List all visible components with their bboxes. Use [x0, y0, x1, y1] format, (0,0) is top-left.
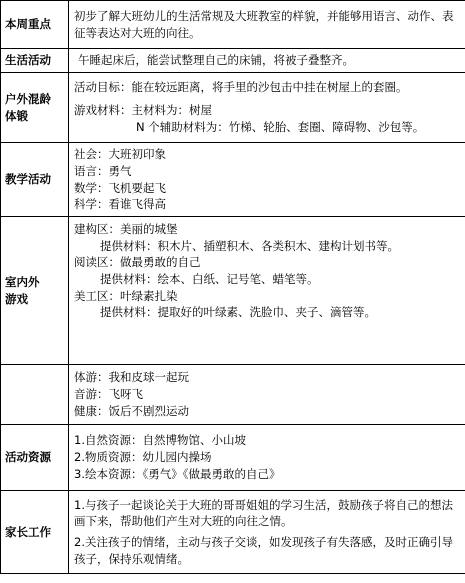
building-material: 提供材料：积木片、插塑积木、各类积木、建构计划书等。: [100, 238, 399, 253]
outdoor-material-main: 游戏材料：主材料为：树屋: [74, 103, 212, 118]
reading-area: 阅读区：做最勇敢的自己: [74, 255, 201, 270]
row-life: [1, 49, 465, 73]
building-area: 建构区：美丽的城堡: [74, 222, 178, 236]
resource-item: 3.绘本资源：《勇气》《做最勇敢的自己》: [74, 466, 281, 481]
content-life: [69, 49, 465, 73]
row-parents: [1, 491, 465, 574]
row-games-outdoor: [1, 365, 465, 425]
parents-item-1: 1.与孩子一起谈论关于大班的哥哥姐姐的学习生活，鼓励孩子将自己的想法画下来，帮助他们产生对大班的向往之情。: [74, 497, 453, 529]
art-area: 美工区：叶绿素扎染: [74, 288, 178, 303]
health-game: 健康：饭后不剧烈运动: [74, 403, 189, 418]
row-games: [1, 217, 465, 365]
content-resources: [69, 425, 465, 491]
label-focus: 本周重点: [1, 1, 69, 49]
content-outdoor: [69, 73, 465, 143]
label-teaching: 教学活动: [1, 143, 69, 217]
sports-game: 体游：我和皮球一起玩: [74, 370, 189, 385]
content-games-outdoor: [69, 365, 465, 425]
label-outdoor-line1: 户外混龄: [5, 91, 51, 106]
label-games: [1, 217, 69, 365]
art-material: 提供材料：提取好的叶绿素、洗脸巾、夹子、滴管等。: [100, 305, 376, 320]
label-games-line2: 游戏: [5, 291, 28, 306]
parents-item-2: 2.关注孩子的情绪，主动与孩子交谈，如发现孩子有失落感，及时正确引导孩子，保持乐观情绪。: [74, 535, 453, 566]
outdoor-material-aux: N 个辅助材料为：竹梯、轮胎、套圈、障碍物、沙包等。: [136, 119, 425, 134]
teaching-item: 科学：看谁飞得高: [74, 197, 166, 212]
label-life: 生活活动: [1, 49, 69, 73]
label-games-line1: 室内外: [5, 274, 40, 289]
music-game: 音游：飞呀飞: [74, 387, 143, 402]
label-resources: 活动资源: [1, 425, 69, 491]
teaching-item: 语言：勇气: [74, 163, 132, 178]
row-resources: [1, 425, 465, 491]
content-parents: [69, 491, 465, 574]
outdoor-goal: 活动目标：能在较远距离，将手里的沙包击中挂在树屋上的套圈。: [74, 80, 408, 95]
teaching-item: 数学：飞机要起飞: [74, 180, 166, 195]
row-outdoor: [1, 73, 465, 143]
life-text: 午睡起床后，能尝试整理自己的床铺，将被子叠整齐。: [78, 53, 354, 68]
label-games-continued: [1, 365, 69, 425]
resource-item: 1.自然资源：自然博物馆、小山坡: [74, 433, 246, 448]
row-teaching: [1, 143, 465, 217]
label-parents: 家长工作: [1, 491, 69, 574]
label-outdoor-line2: 体锻: [5, 108, 28, 123]
resource-item: 2.物质资源：幼儿园内操场: [74, 450, 212, 465]
teaching-item: 社会：大班初印象: [74, 147, 166, 162]
focus-text: 初步了解大班幼儿的生活常规及大班教室的样貌，并能够用语言、动作、表征等表达对大班的向往。: [74, 8, 454, 40]
row-focus: [1, 1, 465, 49]
content-focus: [69, 1, 465, 49]
label-outdoor: [1, 73, 69, 143]
content-games: [69, 217, 465, 365]
content-teaching: [69, 143, 465, 217]
reading-material: 提供材料：绘本、白纸、记号笔、蜡笔等。: [100, 272, 319, 287]
